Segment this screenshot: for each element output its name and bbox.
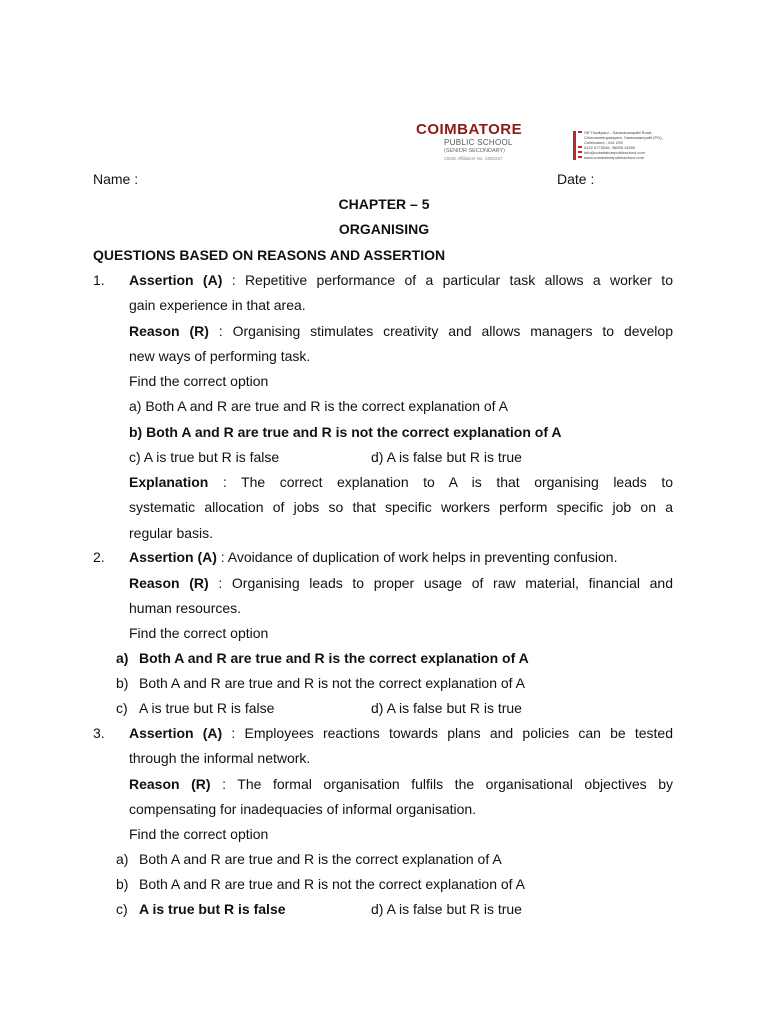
address-accent-bar [573,131,576,160]
school-address-block [573,129,673,162]
find-option-prompt: Find the correct option [129,373,269,389]
find-option-prompt: Find the correct option [129,826,269,842]
reason-line [129,322,673,340]
question-number: 1. [93,272,105,288]
topic-heading: ORGANISING [338,221,430,237]
option-a: a) Both A and R are true and R is the correct explanation of A [129,398,509,414]
option-b-letter: b) [116,675,129,691]
assertion-line [129,548,617,566]
explanation-text-cont: systematic allocation of jobs so that specific workers perform specific job on a [129,499,673,515]
option-c-letter: c) [116,901,128,917]
address-line: Off Thudiyalur - Saravanampatti Road, [584,130,653,135]
reason-text-cont: human resources. [129,600,242,616]
option-a-correct: Both A and R are true and R is the correct explanation of A [139,650,529,666]
assertion-text: : Employees reactions towards plans and policies can be tested [222,725,673,741]
reason-label: Reason (R) [129,323,209,339]
school-logo [416,121,524,165]
section-title: QUESTIONS BASED ON REASONS AND ASSERTION [93,247,446,263]
option-c-correct: A is true but R is false [139,901,286,917]
email-icon [578,151,582,153]
explanation-line [129,473,673,491]
address-line: Coimbatore - 641 035 [584,140,623,145]
logo-level: (SENIOR SECONDARY) [444,148,506,154]
assertion-line [129,724,673,742]
reason-label: Reason (R) [129,776,211,792]
reason-line [129,775,673,793]
logo-affiliation: CBSE Affiliation No. 1930237 [444,156,503,161]
assertion-line [129,271,673,289]
reason-text: : The formal organisation fulfils the organisational objectives by [210,776,673,792]
option-b: Both A and R are true and R is not the correct explanation of A [139,876,526,892]
reason-label: Reason (R) [129,575,209,591]
option-c-letter: c) [116,700,128,716]
option-c: c) A is true but R is false [129,449,280,465]
date-label: Date : [557,171,595,187]
logo-subtitle: PUBLIC SCHOOL [444,138,513,147]
name-label: Name : [93,171,139,187]
reason-line [129,574,673,592]
assertion-text-cont: gain experience in that area. [129,297,306,313]
location-icon [578,131,582,133]
option-c: A is true but R is false [139,700,275,716]
explanation-label: Explanation [129,474,209,490]
address-web: www.coimbatorepublicschool.com [584,155,645,160]
reason-text: : Organising stimulates creativity and allows managers to develop [208,323,673,339]
assertion-label: Assertion (A) [129,725,223,741]
web-icon [578,156,582,158]
assertion-text: : Repetitive performance of a particular task allows a worker to [222,272,673,288]
option-b: Both A and R are true and R is not the correct explanation of A [139,675,526,691]
chapter-heading: CHAPTER – 5 [338,196,430,212]
assertion-label: Assertion (A) [129,549,217,565]
address-phone: 0422 6773046, 98655 14590 [584,145,636,150]
reason-text: : Organising leads to proper usage of raw material, financial and [208,575,674,591]
explanation-text-end: regular basis. [129,525,214,541]
question-number: 2. [93,549,105,565]
logo-title: COIMBATORE [416,121,523,138]
explanation-text: : The correct explanation to A is that organising leads to [208,474,673,490]
reason-text-cont: new ways of performing task. [129,348,311,364]
option-b-letter: b) [116,876,129,892]
address-line: Chinnamettupalayam, Saravanampatti (PO), [584,135,663,140]
option-d: d) A is false but R is true [371,449,522,465]
option-b-correct: b) Both A and R are true and R is not the correct explanation of A [129,424,562,440]
option-d: d) A is false but R is true [371,700,522,716]
phone-icon [578,146,582,148]
address-email: info@coimbatorepublicschool.com [584,150,645,155]
option-d: d) A is false but R is true [371,901,522,917]
option-a: Both A and R are true and R is the correct explanation of A [139,851,502,867]
find-option-prompt: Find the correct option [129,625,269,641]
assertion-text-cont: through the informal network. [129,750,311,766]
question-number: 3. [93,725,105,741]
assertion-text: : Avoidance of duplication of work helps in preventing confusion. [216,549,618,565]
option-a-letter: a) [116,851,129,867]
option-a-letter: a) [116,650,129,666]
reason-text-cont: compensating for inadequacies of informal organisation. [129,801,477,817]
assertion-label: Assertion (A) [129,272,223,288]
